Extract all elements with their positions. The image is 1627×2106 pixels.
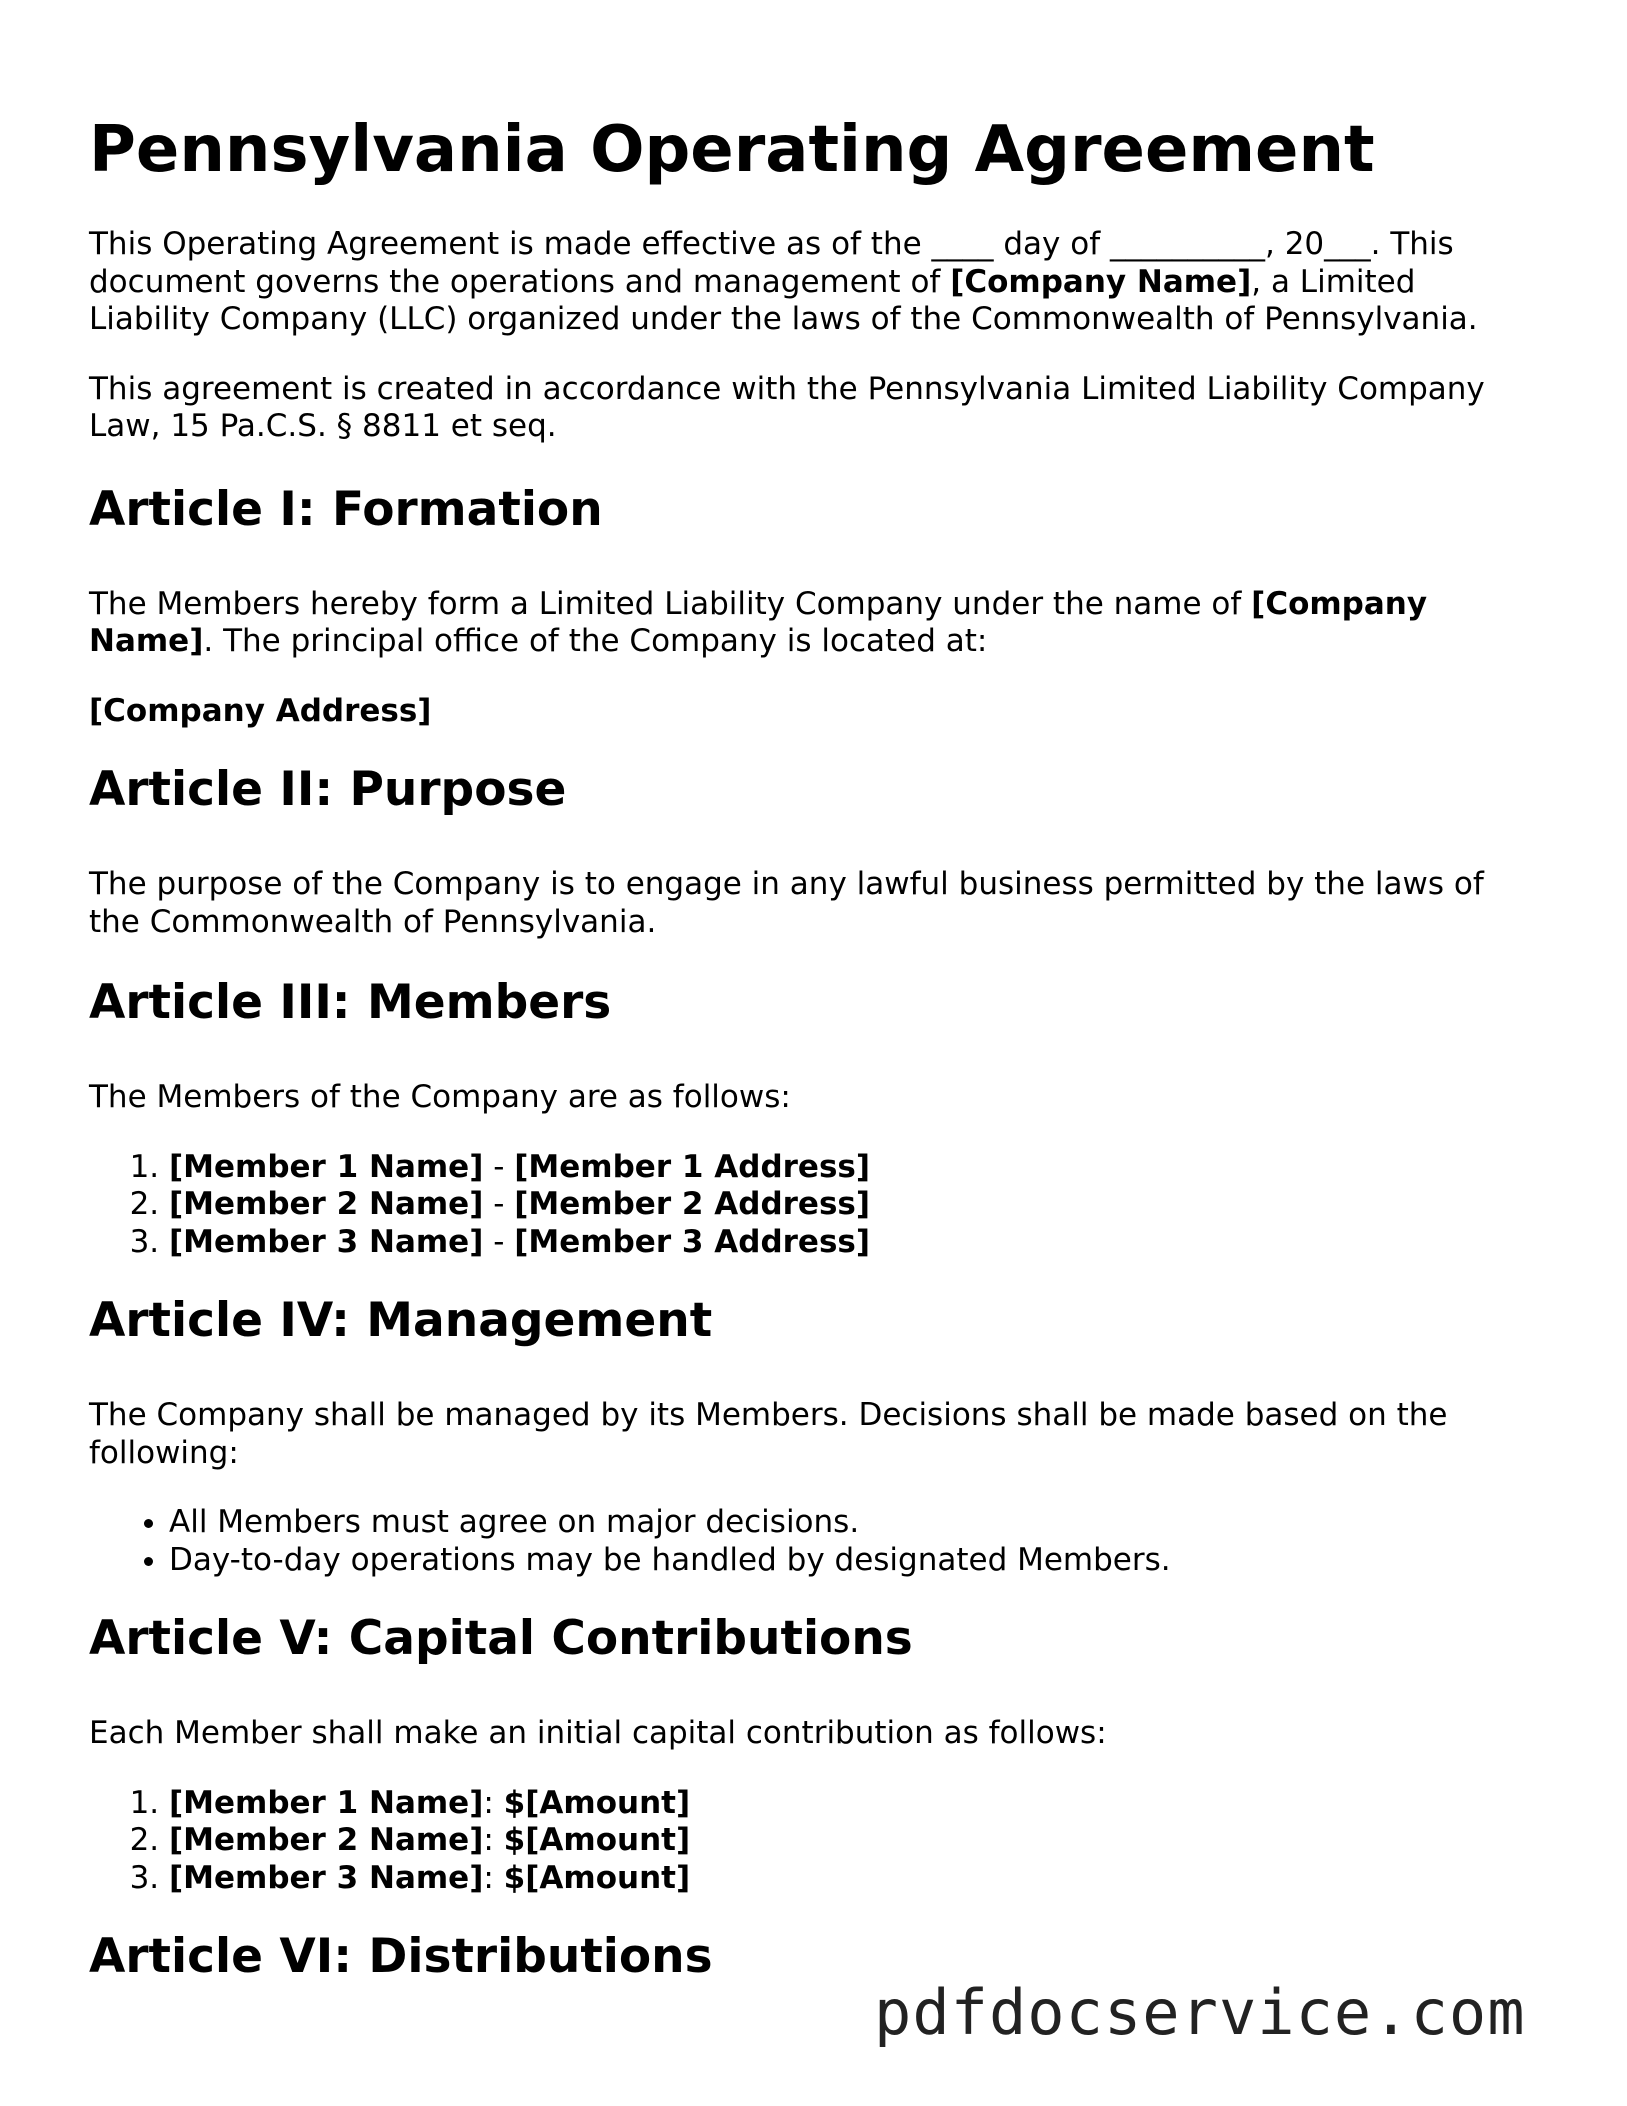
article-heading-formation: Article I: Formation (89, 481, 603, 537)
list-item: 2. [Member 2 Name] - [Member 2 Address] (169, 1186, 1539, 1224)
intro-text-before: This Operating Agreement is made effective as of the ____ day of __________, 20___. This document governs the operations and management of (89, 226, 1454, 300)
list-item: • Day-to-day operations may be handled by designated Members. (169, 1542, 1539, 1580)
company-address-placeholder: [Company Address] (89, 692, 432, 729)
formation-paragraph (89, 586, 1539, 661)
members-paragraph: The Members of the Company are as follows: (89, 1079, 791, 1115)
list-item: 1. [Member 1 Name] - [Member 1 Address] (169, 1149, 1539, 1187)
member-name: [Member 3 Name] (169, 1859, 484, 1896)
list-item: 1. [Member 1 Name]: $[Amount] (169, 1785, 1539, 1823)
article-heading-capital-contributions: Article V: Capital Contributions (89, 1611, 913, 1666)
intro-paragraph-effective-date (89, 226, 1539, 339)
formation-text-before: The Members hereby form a Limited Liability Company under the name of (89, 585, 1252, 622)
member-address: [Member 2 Address] (514, 1186, 871, 1222)
capital-contributions-list (89, 1785, 1539, 1898)
formation-text-after: . The principal office of the Company is located at: (203, 623, 988, 659)
document-title: Pennsylvania Operating Agreement (89, 113, 1375, 187)
list-item: • All Members must agree on major decisions. (169, 1504, 1539, 1542)
member-name: [Member 1 Name] (169, 1148, 484, 1185)
member-name: [Member 2 Name] (169, 1186, 484, 1222)
watermark: pdfdocservice.com (874, 1976, 1526, 2049)
member-name: [Member 1 Name] (169, 1784, 484, 1821)
member-name: [Member 3 Name] (169, 1223, 484, 1260)
contribution-amount: $[Amount] (503, 1784, 691, 1821)
purpose-paragraph: The purpose of the Company is to engage in any lawful business permitted by the laws of the Commonwealth of Pennsylvania. (89, 866, 1484, 940)
intro-text-after: , a Limited Liability Company (LLC) organized under the laws of the Commonwealth of Pennsylvania. (89, 263, 1478, 337)
members-list (89, 1149, 1539, 1262)
article-heading-distributions: Article VI: Distributions (89, 1929, 713, 1984)
contribution-amount: $[Amount] (503, 1822, 691, 1858)
article-heading-management: Article IV: Management (89, 1293, 713, 1348)
intro-paragraph-law: This agreement is created in accordance with the Pennsylvania Limited Liability Company Law, 15 Pa.C.S. § 8811 et seq. (89, 370, 1485, 444)
article-heading-members: Article III: Members (89, 975, 612, 1030)
member-address: [Member 3 Address] (514, 1223, 871, 1260)
list-item: 3. [Member 3 Name] - [Member 3 Address] (169, 1224, 1539, 1262)
company-name-placeholder: [Company Name] (950, 263, 1252, 300)
member-address: [Member 1 Address] (514, 1148, 871, 1185)
management-paragraph: The Company shall be managed by its Members. Decisions shall be made based on the following: (89, 1397, 1448, 1471)
list-item: 3. [Member 3 Name]: $[Amount] (169, 1860, 1539, 1898)
capital-paragraph: Each Member shall make an initial capital contribution as follows: (89, 1715, 1107, 1751)
article-heading-purpose: Article II: Purpose (89, 762, 567, 817)
management-bullet-list (89, 1504, 1539, 1579)
company-name-placeholder: [Company Name] (89, 585, 1428, 659)
member-name: [Member 2 Name] (169, 1822, 484, 1858)
list-item: 2. [Member 2 Name]: $[Amount] (169, 1822, 1539, 1860)
document-page (89, 0, 1539, 1987)
contribution-amount: $[Amount] (503, 1859, 691, 1896)
